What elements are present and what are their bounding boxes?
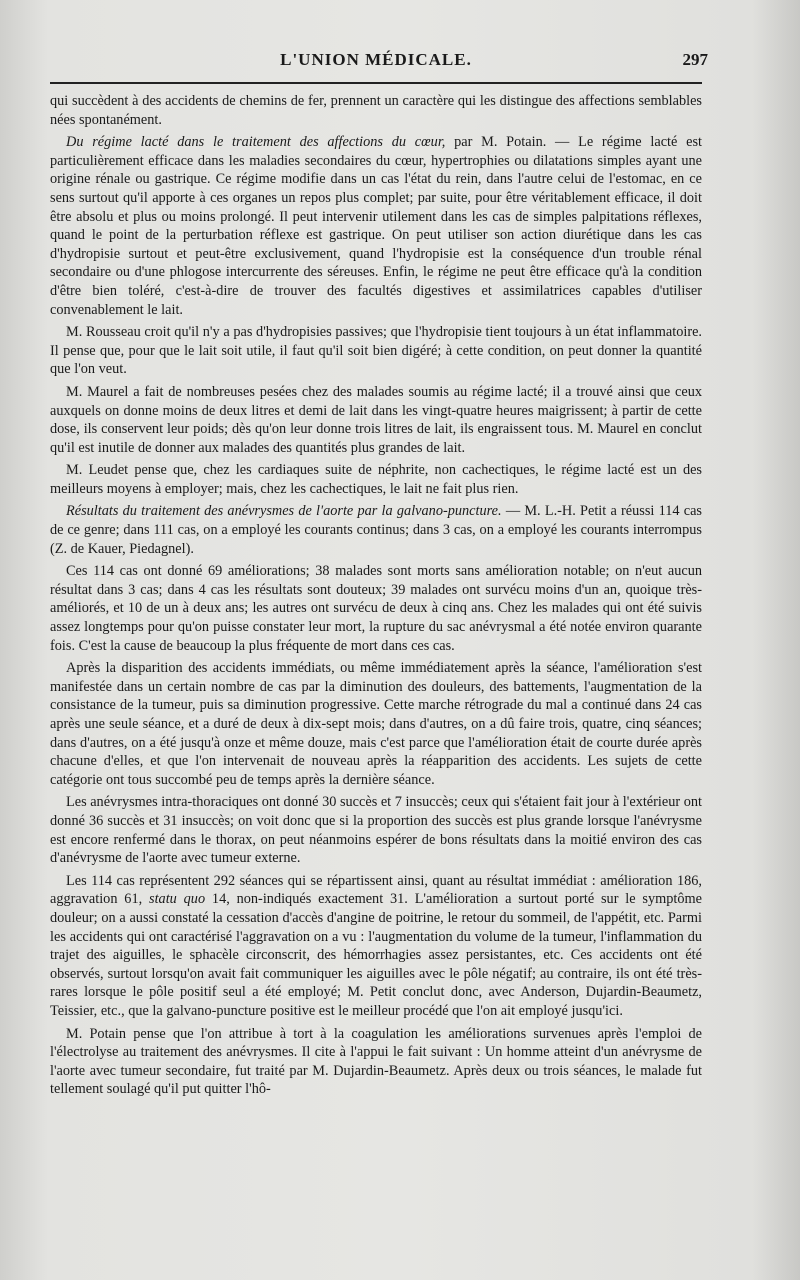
inline-italic-statu-quo: statu quo [149,891,206,908]
section-title-anevrysmes: Résultats du traitement des anévrysmes de l'aorte par la galvano-puncture. [66,503,502,520]
paragraph-4: M. Maurel a fait de nombreuses pesées chez des malades soumis au régime lacté; il a trouvé ainsi que ceux auxquels on donne moins de deux litres et demi de lait dans les vingt-quatre heures maigrissent; à partir de cette dose, ils conservent leur poids; dès qu'on leur donne trois litres de lait, ils engraissent tous. M. Maurel en conclut qu'il est inutile de donner aux malades des quantités plus grandes de lait. [50,383,702,456]
paragraph-6: Résultats du traitement des anévrysmes de l'aorte par la galvano-puncture. — M. L.-H. Petit a réussi 114 cas de ce genre; dans 111 cas, on a employé les courants continus; dans 3 cas, on a employé les courants interrompus (Z. de Kauer, Piedagnel). [50,503,702,557]
header-rule [50,82,702,84]
section-title-regime-lacte: Du régime lacté dans le traitement des affections du cœur, [66,134,446,151]
article-body [50,92,702,1103]
page-header [50,44,708,78]
paragraph-11: M. Potain pense que l'on attribue à tort à la coagulation les améliorations survenues après l'emploi de l'électrolyse au traitement des anévrysmes. Il cite à l'appui le fait suivant : Un homme atteint d'un anévrysme de l'aorte avec tumeur secondaire, fut traité par M. Dujardin-Beaumetz. Après deux ou trois séances, le malade fut tellement soulagé qu'il put quitter l'hô- [50,1025,702,1098]
paragraph-2: Du régime lacté dans le traitement des affections du cœur, par M. Potain. — Le régime lacté est particulièrement efficace dans les maladies secondaires du cœur, hypertrophies ou dilatations simples ayant une origine rénale ou gastrique. Ce régime modifie dans un cas l'état du rein, dans l'autre celui de l'estomac, en ce sens surtout qu'il apporte à ces organes un repos plus complet; par suite, pour être véritablement efficace, il doit être absolu et plus ou moins prolongé. Il peut intervenir utilement dans les cas de simples palpitations réflexes, quand le point de la perturbation réflexe est gastrique. On peut utiliser son action diurétique dans les cas d'hydropisie surtout et peut-être exclusivement, quand l'hydropisie est la conséquence d'un trouble rénal secondaire ou d'une phlogose intercurrente des séreuses. Enfin, le régime ne peut être efficace qu'à la condition d'être bien toléré, c'est-à-dire de trouver des facultés digestives et assimilatrices capables d'utiliser convenablement le lait. [50,134,702,318]
page-number: 297 [682,50,708,69]
paragraph-9: Les anévrysmes intra-thoraciques ont donné 30 succès et 7 insuccès; ceux qui s'étaient fait jour à l'extérieur ont donné 36 succès et 31 insuccès; on voit donc que si la proportion des succès est plus grande lorsque l'anévrysme est encore renfermé dans le thorax, on peut néanmoins espérer de bons résultats dans la moitié environ des cas d'anévrysme de l'aorte avec tumeur externe. [50,794,702,867]
paragraph-5: M. Leudet pense que, chez les cardiaques suite de néphrite, non cachectiques, le régime lacté est un des meilleurs moyens à employer; mais, chez les cachectiques, le lait ne fait plus rien. [50,462,702,497]
paragraph-10: Les 114 cas représentent 292 séances qui se répartissent ainsi, quant au résultat immédiat : amélioration 186, aggravation 61, statu quo 14, non-indiqués exactement 31. L'amélioration a surtout porté sur le symptôme douleur; on a aussi constaté la cessation d'accès d'angine de poitrine, le retour du sommeil, de l'appétit, etc. Parmi les accidents qui ont caractérisé l'aggravation on a vu : l'augmentation du volume de la tumeur, l'inflammation du trajet des aiguilles, le sphacèle circonscrit, des hémorrhagies assez persistantes, etc. Ces accidents ont été observés, surtout lorsqu'on avait fait communiquer les aiguilles avec le pôle négatif; au contraire, ils ont été très-rares lorsque le pôle positif seul a été employé; M. Petit conclut donc, avec Anderson, Dujardin-Beaumetz, Teissier, etc., que la galvano-puncture positive est le meilleur procédé que l'on ait employé jusqu'ici. [50,872,702,1019]
paragraph-7: Ces 114 cas ont donné 69 améliorations; 38 malades sont morts sans amélioration notable; on n'eut aucun résultat dans 3 cas; dans 4 cas les résultats sont douteux; 39 malades ont survécu moins d'un an, quoique très-améliorés, et 10 de un à deux ans; les autres ont survécu de deux à cinq ans. Chez les malades qui ont été suivis assez longtemps pour qu'on puisse constater leur mort, la rupture du sac anévrysmal a été notée environ quarante fois. C'est la cause de beaucoup la plus fréquente de mort dans ces cas. [50,563,702,654]
paragraph-1: qui succèdent à des accidents de chemins de fer, prennent un caractère qui les distingue des affections semblables nées spontanément. [50,93,702,128]
paragraph-3: M. Rousseau croit qu'il n'y a pas d'hydropisies passives; que l'hydropisie tient toujours à un état inflammatoire. Il pense que, pour que le lait soit utile, il faut qu'il soit bien digéré; à cette condition, on peut donner la quantité que l'on veut. [50,324,702,378]
running-title: L'UNION MÉDICALE. [280,50,472,69]
paragraph-8: Après la disparition des accidents immédiats, ou même immédiatement après la séance, l'amélioration s'est manifestée dans un certain nombre de cas par la diminution des douleurs, des battements, l'augmentation de la consistance de la tumeur, puis sa diminution progressive. Cette marche rétrograde du mal a continué dans 24 cas après une seule séance, et a duré de deux à dix-sept mois; dans d'autres, on a dû faire trois, quatre, cinq séances; dans d'autres, on a été jusqu'à onze et même douze, mais c'est parce que l'amélioration était de courte durée après chacune d'elles, et que l'on intervenait de nouveau après la réapparition des accidents. Les sujets de cette catégorie ont tous succombé peu de temps après la dernière séance. [50,660,702,788]
